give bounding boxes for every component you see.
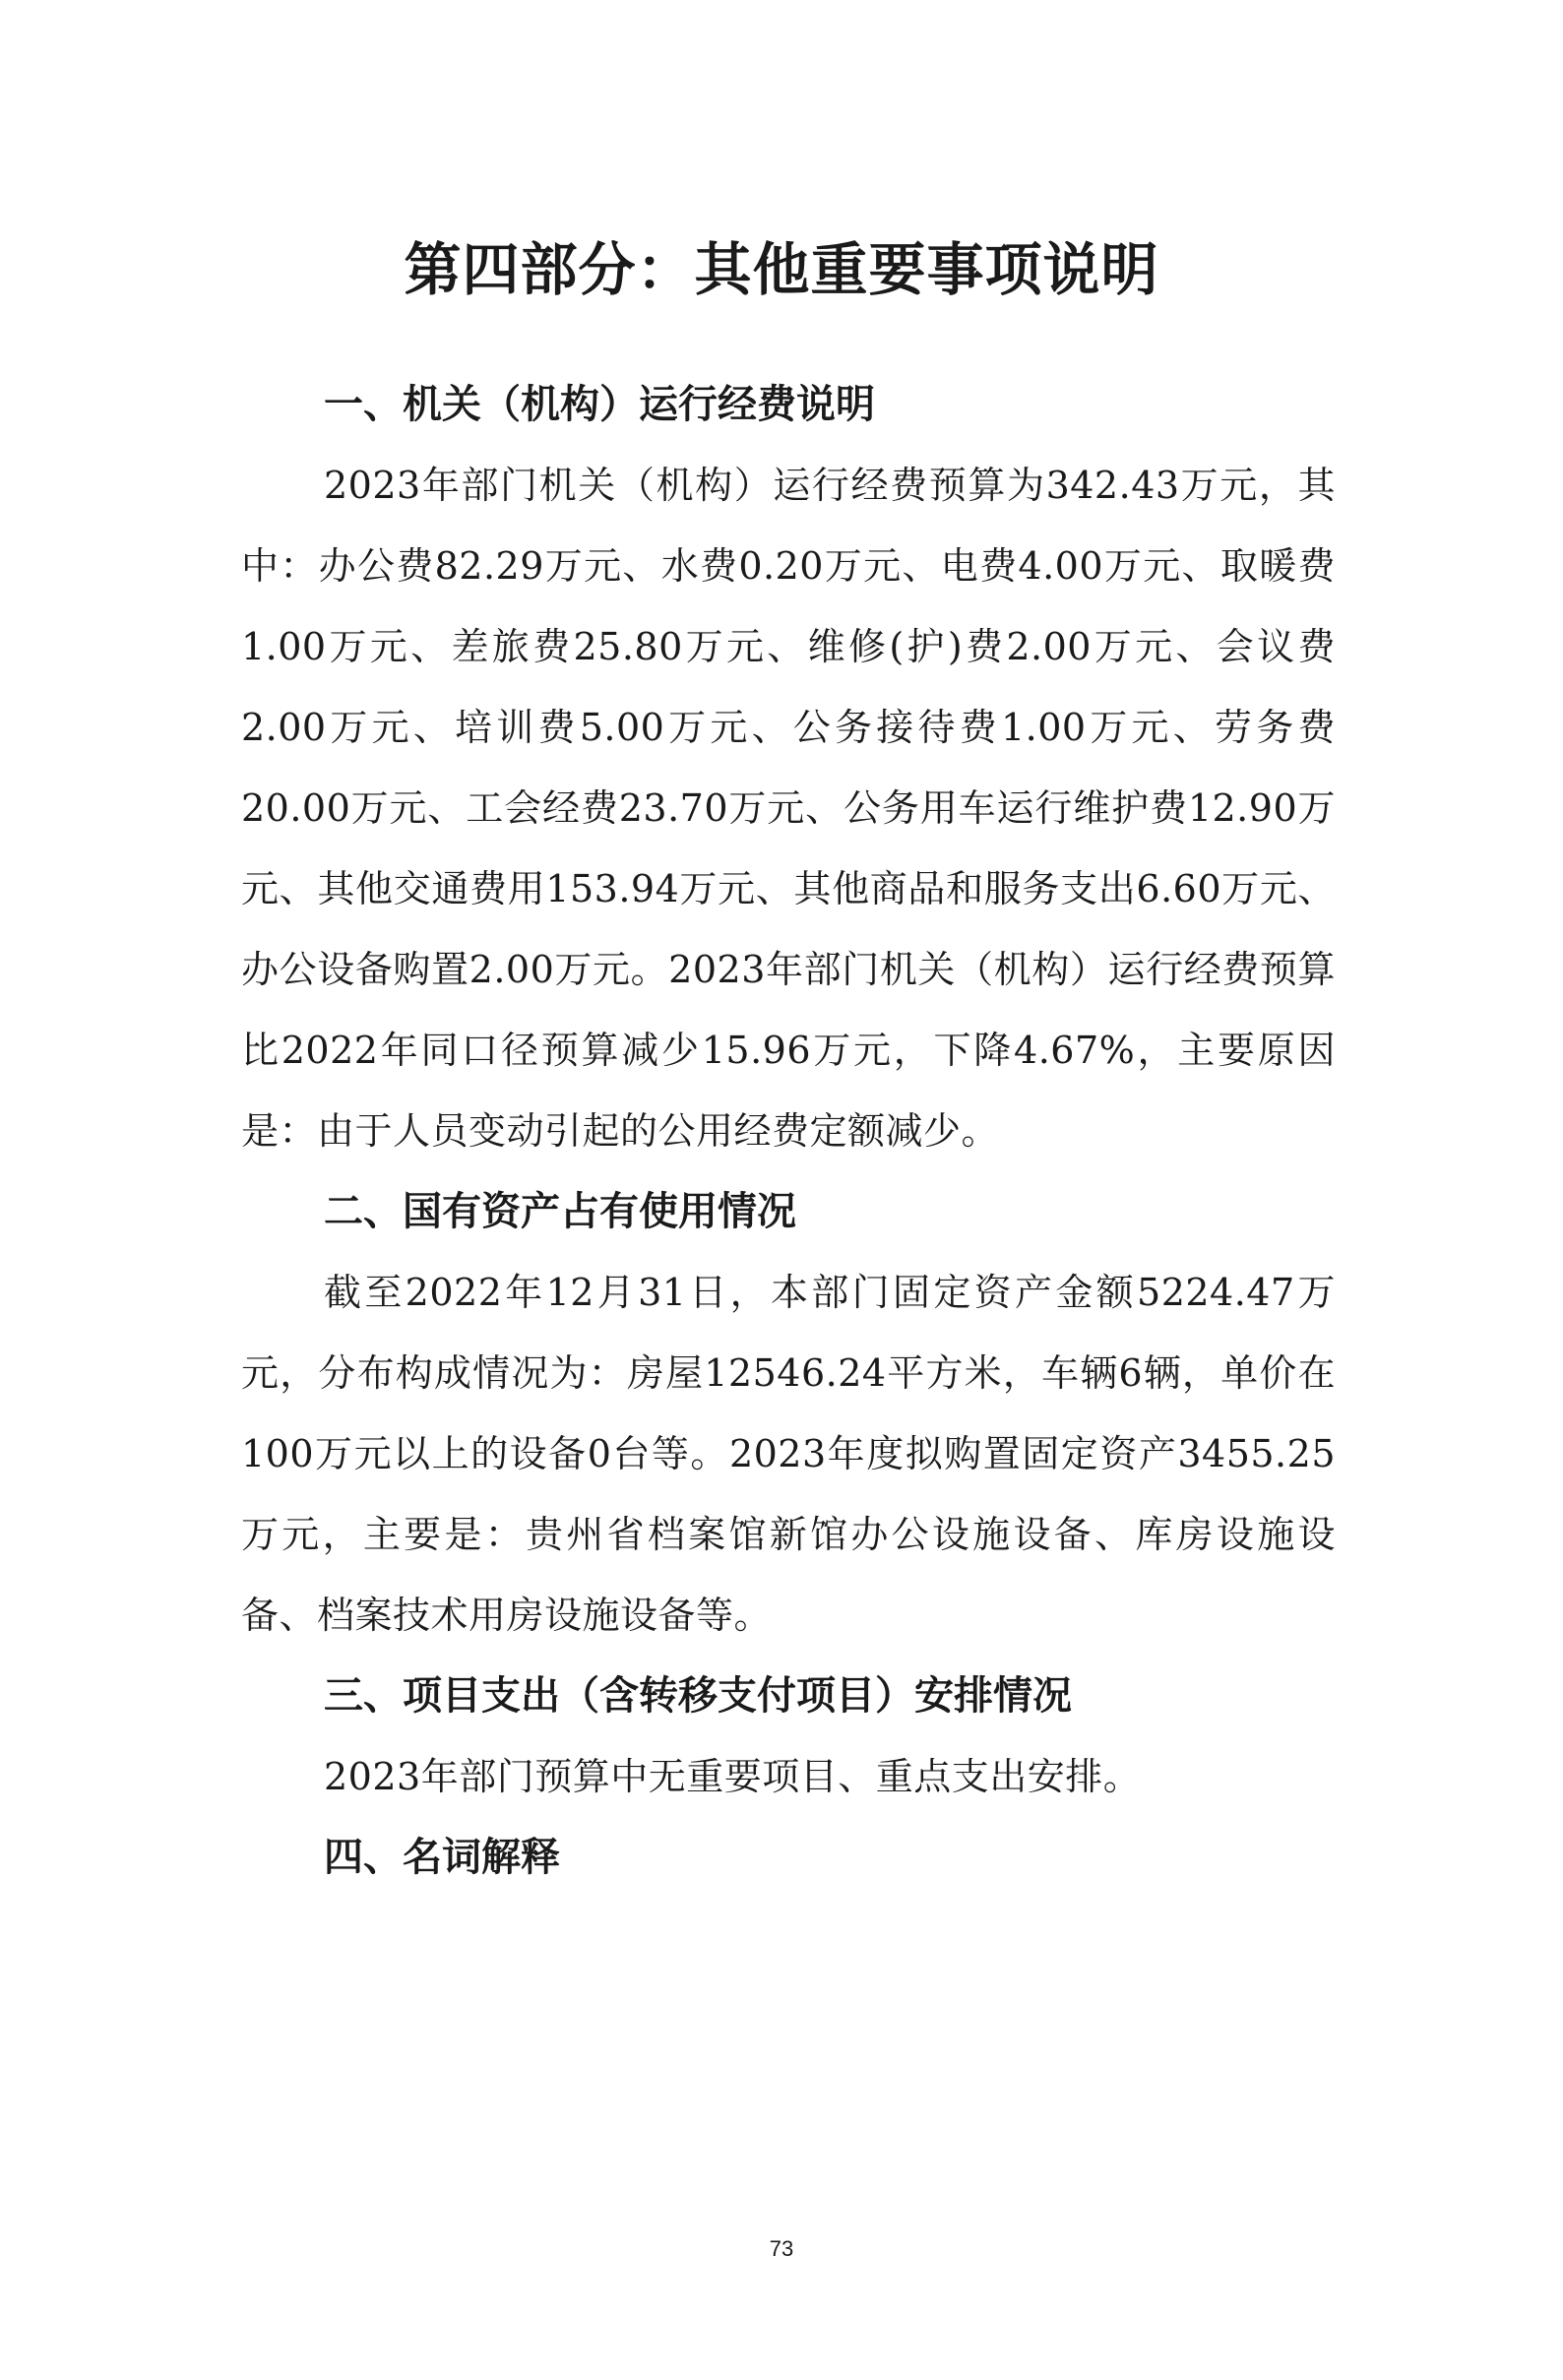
- section-paragraph-1: 2023年部门机关（机构）运行经费预算为342.43万元，其中：办公费82.29万元、水费0.20万元、电费4.00万元、取暖费1.00万元、差旅费25.80万元、维修(护)费2.00万元、会议费2.00万元、培训费5.00万元、公务接待费1.00万元、劳务费20.00万元、工会经费23.70万元、公务用车运行维护费12.90万元、其他交通费用153.94万元、其他商品和服务支出6.60万元、办公设备购置2.00万元。2023年部门机关（机构）运行经费预算比2022年同口径预算减少15.96万元，下降4.67%，主要原因是：由于人员变动引起的公用经费定额减少。: [241, 464, 1336, 1153]
- section-heading-3: 三、项目支出（含转移支付项目）安排情况: [324, 1673, 1072, 1719]
- page-title: 第四部分：其他重要事项说明: [404, 235, 1159, 303]
- section-heading-1: 一、机关（机构）运行经费说明: [324, 382, 875, 427]
- document-body: [241, 364, 1336, 1898]
- section-paragraph-3: 2023年部门预算中无重要项目、重点支出安排。: [324, 1755, 1142, 1798]
- page-number: 73: [769, 2236, 794, 2261]
- section-paragraph-2: 截至2022年12月31日，本部门固定资产金额5224.47万元，分布构成情况为：房屋12546.24平方米，车辆6辆，单价在100万元以上的设备0台等。2023年度拟购置固定资产3455.25万元，主要是：贵州省档案馆新馆办公设施设备、库房设施设备、档案技术用房设施设备等。: [241, 1271, 1336, 1637]
- section-heading-2: 二、国有资产占有使用情况: [324, 1189, 796, 1234]
- section-heading-4: 四、名词解释: [324, 1835, 560, 1880]
